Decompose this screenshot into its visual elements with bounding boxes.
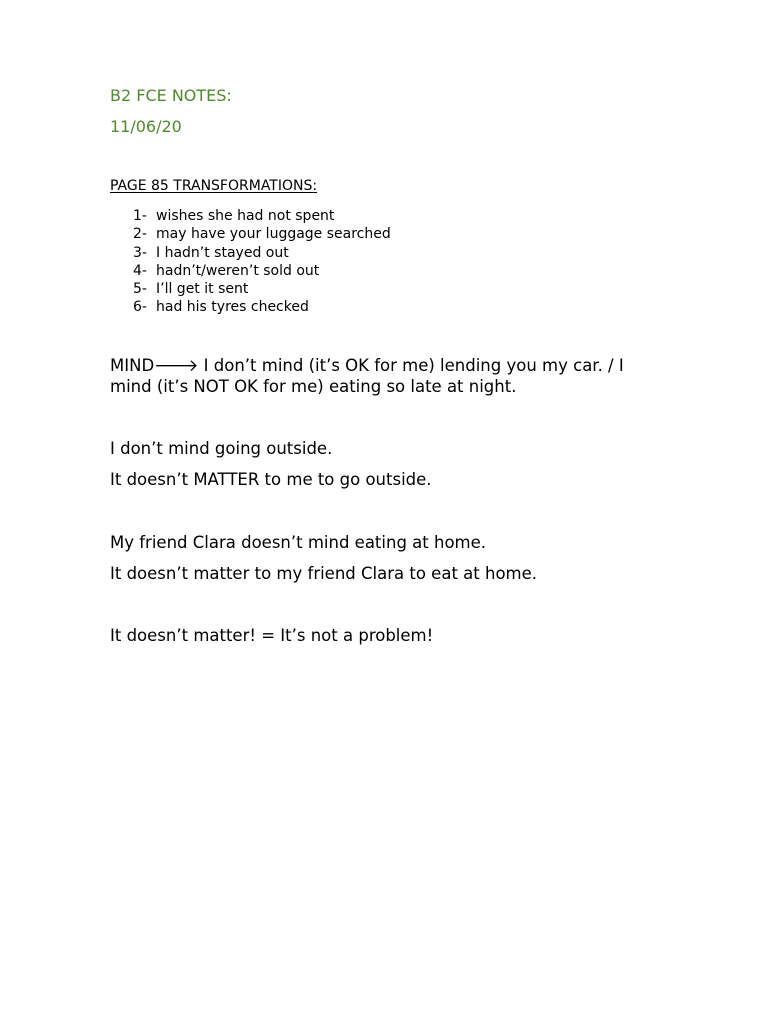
list-item-number: 5-: [133, 281, 147, 298]
example-sentence-2: It doesn’t MATTER to me to go outside.: [110, 470, 432, 489]
list-item-number: 1-: [133, 208, 147, 224]
example-sentence-1: I don’t mind going outside.: [110, 439, 333, 458]
list-item-text: may have your luggage searched: [156, 226, 391, 243]
list-item-number: 4-: [133, 262, 147, 279]
list-item: [133, 207, 391, 225]
list-item-number: 6-: [133, 299, 147, 316]
list-item-text: had his tyres checked: [156, 299, 309, 316]
mind-paragraph: [110, 355, 624, 397]
right-arrow-icon: 🡒: [154, 356, 199, 375]
transformations-list: [133, 207, 391, 317]
list-item: [133, 298, 391, 316]
mind-keyword: MIND: [110, 356, 155, 375]
list-item-text: wishes she had not spent: [156, 208, 335, 224]
list-item: [133, 262, 391, 280]
mind-line-2: mind (it’s NOT OK for me) eating so late at night.: [110, 377, 517, 396]
mind-line-1: [110, 355, 624, 376]
list-item: [133, 225, 391, 243]
notes-date: 11/06/20: [110, 117, 182, 136]
example-sentence-3: My friend Clara doesn’t mind eating at home.: [110, 533, 487, 552]
list-item-number: 2-: [133, 226, 147, 243]
example-sentence-4: It doesn’t matter to my friend Clara to eat at home.: [110, 564, 538, 583]
list-item-text: I’ll get it sent: [156, 281, 249, 298]
list-item: [133, 244, 391, 262]
list-item-text: I hadn’t stayed out: [156, 244, 289, 261]
list-item: [133, 280, 391, 298]
transformations-heading: PAGE 85 TRANSFORMATIONS:: [110, 178, 318, 194]
notes-title: B2 FCE NOTES:: [110, 86, 232, 105]
list-item-text: hadn’t/weren’t sold out: [156, 262, 320, 279]
example-sentence-5: It doesn’t matter! = It’s not a problem!: [110, 626, 434, 645]
mind-line-1-text: I don’t mind (it’s OK for me) lending you my car. / I: [198, 356, 624, 375]
list-item-number: 3-: [133, 244, 147, 261]
